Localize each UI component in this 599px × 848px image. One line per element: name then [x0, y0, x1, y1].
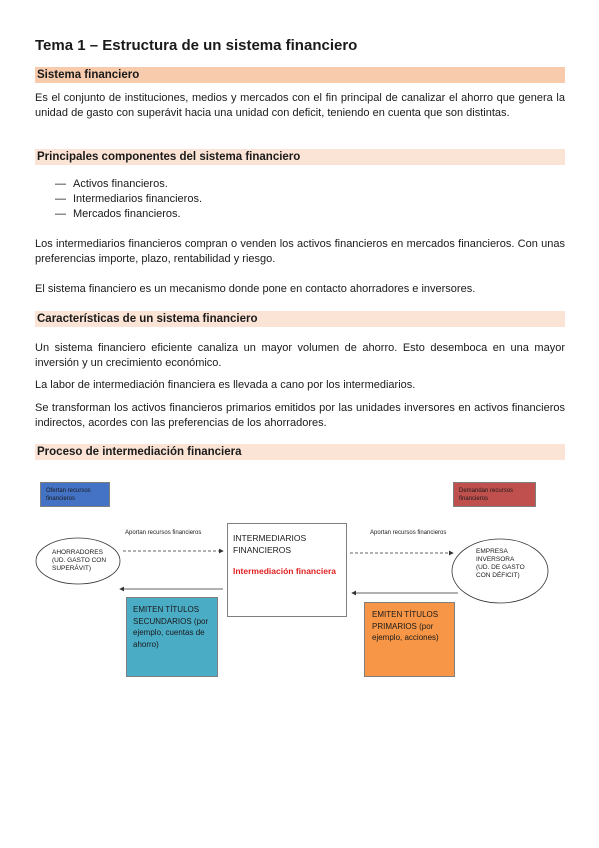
- section-heading-proceso: Proceso de intermediación financiera: [35, 444, 565, 460]
- ofertan-tag: Ofertan recursos financieros: [40, 482, 110, 507]
- list-item-text: Intermediarios financieros.: [73, 193, 203, 205]
- section-heading-componentes: Principales componentes del sistema financiero: [35, 149, 565, 165]
- page-title: Tema 1 – Estructura de un sistema financiero: [35, 37, 358, 54]
- left-arrow-label: Aportan recursos financieros: [125, 530, 202, 536]
- paragraph-definition: Es el conjunto de instituciones, medios y mercados con el fin principal de canalizar el ahorro que genera la unidad de gasto con superávit hacia una unidad con deficit, teniendo en cuenta que son distintas.: [35, 92, 565, 119]
- paragraph-eficiente: Un sistema financiero eficiente canaliza un mayor volumen de ahorro. Esto desemboca en una mayor inversión y un crecimiento económico.: [35, 342, 565, 369]
- section-heading-caracteristicas: Características de un sistema financiero: [35, 311, 565, 327]
- paragraph-intermediarios: Los intermediarios financieros compran o venden los activos financieros en mercados financieros. Con unas preferencias importe, plazo, rentabilidad y riesgo.: [35, 238, 565, 265]
- empresa-inversora-label: EMPRESA INVERSORA (UD. DE GASTO CON DÉFICIT): [476, 548, 525, 579]
- list-item: [55, 207, 202, 222]
- list-item: [55, 192, 202, 207]
- paragraph-labor: La labor de intermediación financiera es llevada a cano por los intermediarios.: [35, 379, 416, 391]
- intermediarios-title: INTERMEDIARIOS FINANCIEROS: [233, 533, 307, 555]
- paragraph-transforman: Se transforman los activos financieros primarios emitidos por las unidades inversores en activos financieros indirectos, acordes con las preferencias de los ahorradores.: [35, 402, 565, 429]
- bullet-marker: —: [55, 193, 66, 205]
- list-item-text: Mercados financieros.: [73, 208, 181, 220]
- intermediacion-label: Intermediación financiera: [233, 566, 336, 576]
- demandan-tag: Demandan recursos financieros: [453, 482, 536, 507]
- intermediation-diagram: [30, 476, 570, 701]
- paragraph-mecanismo: El sistema financiero es un mecanismo donde pone en contacto ahorradores e inversores.: [35, 283, 476, 295]
- titulos-primarios-box: EMITEN TÍTULOS PRIMARIOS (por ejemplo, acciones): [364, 602, 455, 677]
- right-arrow-label: Aportan recursos financieros: [370, 530, 447, 536]
- intermediarios-box: [227, 523, 347, 617]
- list-item-text: Activos financieros.: [73, 178, 168, 190]
- ahorradores-label: AHORRADORES (UD. GASTO CON SUPERÁVIT): [52, 549, 107, 572]
- section-heading-sistema-financiero: Sistema financiero: [35, 67, 565, 83]
- titulos-secundarios-box: EMITEN TÍTULOS SECUNDARIOS (por ejemplo, cuentas de ahorro): [126, 597, 218, 677]
- components-list: [55, 177, 202, 222]
- list-item: [55, 177, 202, 192]
- bullet-marker: —: [55, 208, 66, 220]
- bullet-marker: —: [55, 178, 66, 190]
